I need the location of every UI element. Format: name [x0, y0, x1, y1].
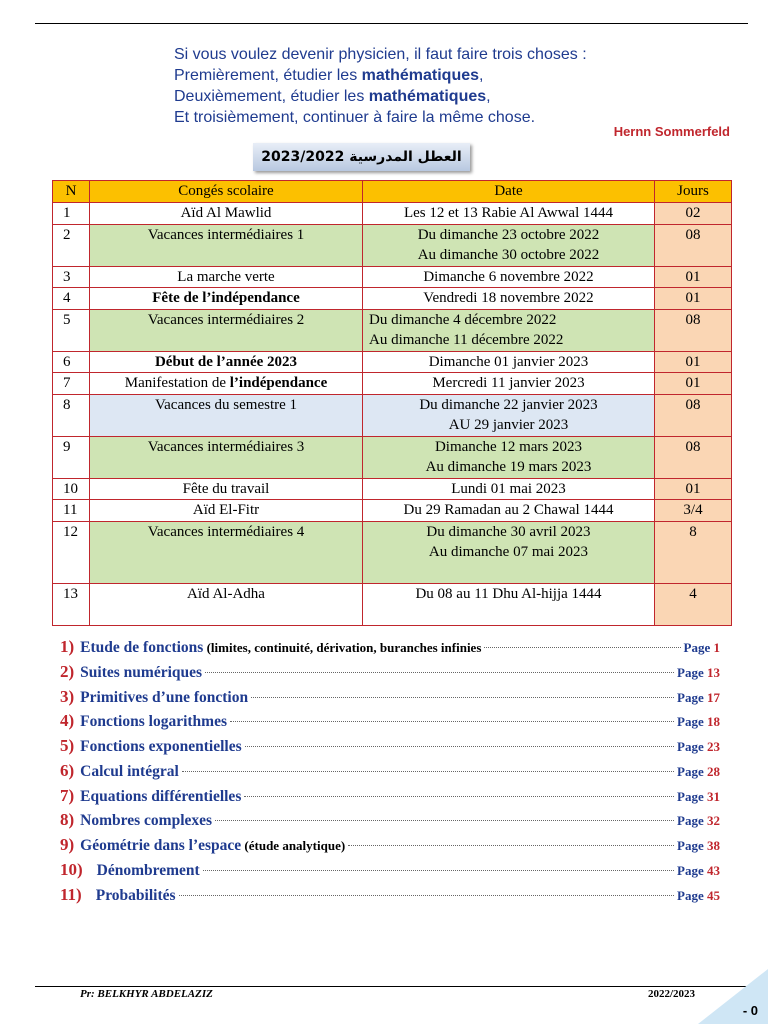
table-row [53, 224, 732, 266]
row-jours: 08 [655, 436, 732, 478]
toc-item[interactable] [60, 761, 720, 783]
toc-page-label: Page [677, 888, 707, 903]
row-date [363, 266, 655, 288]
toc-page [677, 764, 720, 780]
table-row [53, 203, 732, 225]
toc-page-label: Page [683, 640, 714, 655]
table-row [53, 309, 732, 351]
toc-page [677, 813, 720, 829]
toc-leader [203, 870, 674, 871]
row-date [363, 500, 655, 522]
toc-page-label: Page [677, 863, 707, 878]
date-line: Mercredi 11 janvier 2023 [432, 375, 585, 391]
toc-page [684, 640, 720, 656]
quote-author: Hernn Sommerfeld [613, 124, 730, 139]
toc-title-text: Suites numériques [80, 664, 203, 681]
toc-item[interactable] [60, 860, 720, 882]
row-number: 10 [53, 478, 90, 500]
date-line: Au dimanche 07 mai 2023 [428, 544, 589, 560]
toc-page-label: Page [677, 665, 707, 680]
date-line: Du dimanche 23 octobre 2022 [417, 226, 600, 243]
toc-page-number: 38 [707, 838, 720, 853]
toc-item[interactable] [60, 711, 720, 733]
row-name: Début de l’année 2023 [90, 351, 363, 373]
row-jours: 4 [655, 583, 732, 625]
row-name: Vacances du semestre 1 [90, 394, 363, 436]
table-row [53, 373, 732, 395]
toc-number: 2) [60, 662, 75, 681]
toc-leader [205, 672, 674, 673]
toc-page [677, 838, 720, 854]
row-number: 4 [53, 288, 90, 310]
toc-title-text: Géométrie dans l’espace [80, 837, 242, 854]
table-row [53, 351, 732, 373]
toc-item[interactable] [60, 786, 720, 808]
header-n: N [53, 181, 90, 203]
toc-title [97, 862, 200, 880]
toc-title-text: Fonctions logarithmes [80, 713, 227, 730]
toc-title-extra: (limites, continuité, dérivation, buranches infinies [203, 640, 482, 655]
date-line: Vendredi 18 novembre 2022 [423, 290, 594, 306]
table-row [53, 288, 732, 310]
toc-leader [182, 771, 674, 772]
quote-text: , [486, 88, 491, 105]
row-jours: 01 [655, 266, 732, 288]
toc-page-number: 32 [707, 813, 720, 828]
date-line: Au dimanche 19 mars 2023 [425, 459, 592, 475]
header-jours: Jours [655, 181, 732, 203]
row-date [363, 373, 655, 395]
toc-page-number: 23 [707, 739, 720, 754]
toc-number: 4) [60, 711, 75, 730]
row-jours: 01 [655, 478, 732, 500]
row-number: 7 [53, 373, 90, 395]
toc-page-number: 18 [707, 714, 720, 729]
row-name: Vacances intermédiaires 4 [90, 521, 363, 583]
toc-page [677, 888, 720, 904]
table-row [53, 266, 732, 288]
toc-title-text: Calcul intégral [80, 763, 179, 780]
row-name: Aïd Al-Adha [90, 583, 363, 625]
row-date [363, 394, 655, 436]
row-date [363, 583, 655, 625]
table-row [53, 500, 732, 522]
date-line: AU 29 janvier 2023 [448, 417, 569, 433]
row-name: Vacances intermédiaires 2 [90, 309, 363, 351]
table-row [53, 394, 732, 436]
toc-page-number: 13 [707, 665, 720, 680]
header-date: Date [363, 181, 655, 203]
toc-page-label: Page [677, 714, 707, 729]
toc-page-number: 45 [707, 888, 720, 903]
date-line: Les 12 et 13 Rabie Al Awwal 1444 [403, 205, 613, 221]
toc-leader [484, 647, 680, 648]
row-number: 13 [53, 583, 90, 625]
date-line: Du 29 Ramadan au 2 Chawal 1444 [403, 502, 614, 518]
table-row [53, 521, 732, 583]
date-line: Dimanche 12 mars 2023 [434, 438, 583, 455]
row-number: 9 [53, 436, 90, 478]
row-number: 6 [53, 351, 90, 373]
toc-page-label: Page [677, 739, 707, 754]
toc-title-text: Dénombrement [96, 862, 200, 879]
toc-page-number: 1 [713, 640, 720, 655]
toc-number: 10) [60, 860, 83, 879]
toc-page-label: Page [677, 764, 707, 779]
toc-item[interactable] [60, 662, 720, 684]
table-row [53, 436, 732, 478]
header-conges: Congés scolaire [90, 181, 363, 203]
row-date [363, 436, 655, 478]
table-row [53, 478, 732, 500]
row-jours: 08 [655, 394, 732, 436]
toc-number: 5) [60, 736, 75, 755]
row-name: Vacances intermédiaires 3 [90, 436, 363, 478]
toc-number: 3) [60, 687, 75, 706]
toc-item[interactable] [60, 637, 720, 659]
toc-title [80, 713, 227, 731]
row-number: 12 [53, 521, 90, 583]
row-number: 2 [53, 224, 90, 266]
toc-page [677, 863, 720, 879]
row-jours: 01 [655, 288, 732, 310]
toc-title-text: Probabilités [95, 887, 176, 904]
page-number: - 0 [742, 1003, 758, 1018]
row-name: Fête de l’indépendance [90, 288, 363, 310]
toc-page-label: Page [677, 813, 707, 828]
quote-emphasis: mathématiques [361, 67, 480, 84]
toc-title [80, 812, 212, 830]
toc-number: 11) [60, 885, 82, 904]
toc-page-label: Page [677, 690, 707, 705]
row-name: La marche verte [90, 266, 363, 288]
toc-item[interactable] [60, 810, 720, 832]
row-name: Fête du travail [90, 478, 363, 500]
quote-block [174, 44, 587, 128]
toc-leader [251, 697, 674, 698]
holidays-table [52, 180, 732, 626]
row-number: 11 [53, 500, 90, 522]
toc-leader [245, 746, 674, 747]
quote-line-4: Et troisièmement, continuer à faire la même chose. [174, 109, 536, 126]
toc-number: 7) [60, 786, 75, 805]
toc-page-number: 17 [707, 690, 720, 705]
toc-item[interactable] [60, 885, 720, 907]
toc-leader [348, 845, 674, 846]
toc-title [80, 664, 202, 682]
date-line: Du dimanche 22 janvier 2023 [419, 396, 598, 413]
toc-title-text: Fonctions exponentielles [80, 738, 242, 755]
row-date [363, 203, 655, 225]
date-line: Au dimanche 30 octobre 2022 [417, 247, 600, 263]
toc-title [80, 639, 481, 657]
date-line: Du 08 au 11 Dhu Al-hijja 1444 [415, 585, 602, 602]
quote-text: Deuxièmement, étudier les [174, 88, 369, 105]
toc-page [677, 714, 720, 730]
row-jours: 8 [655, 521, 732, 583]
quote-emphasis: mathématiques [368, 88, 487, 105]
toc-item[interactable] [60, 687, 720, 709]
footer-year: 2022/2023 [648, 988, 696, 1000]
toc-item[interactable] [60, 736, 720, 758]
toc-page [677, 665, 720, 681]
row-number: 5 [53, 309, 90, 351]
toc-item[interactable] [60, 835, 720, 857]
row-jours: 01 [655, 351, 732, 373]
toc-title [80, 837, 345, 855]
row-date [363, 309, 655, 351]
date-line: Dimanche 6 novembre 2022 [423, 268, 594, 285]
toc-leader [179, 895, 674, 896]
row-name: Aïd Al Mawlid [90, 203, 363, 225]
toc-title [80, 763, 179, 781]
row-date [363, 478, 655, 500]
row-number: 8 [53, 394, 90, 436]
row-number: 1 [53, 203, 90, 225]
row-jours: 02 [655, 203, 732, 225]
row-date [363, 224, 655, 266]
toc-title-text: Primitives d’une fonction [80, 689, 249, 706]
quote-line-2 [174, 65, 587, 86]
toc-title [80, 788, 241, 806]
toc-page-label: Page [677, 789, 707, 804]
toc-page-label: Page [677, 838, 707, 853]
date-line: Dimanche 01 janvier 2023 [428, 353, 589, 370]
toc-title-text: Etude de fonctions [80, 639, 204, 656]
toc-page [677, 739, 720, 755]
holidays-title: العطل المدرسية 2023/2022 [253, 143, 470, 171]
quote-line-1: Si vous voulez devenir physicien, il faut faire trois choses : [174, 46, 587, 63]
footer-author: Pr: BELKHYR ABDELAZIZ [80, 988, 213, 1000]
toc-title-text: Nombres complexes [80, 812, 213, 829]
toc-page [677, 789, 720, 805]
row-name [90, 373, 363, 395]
toc-title [80, 689, 248, 707]
toc-leader [244, 796, 674, 797]
toc-page-number: 43 [707, 863, 720, 878]
table-header-row [53, 181, 732, 203]
row-date [363, 288, 655, 310]
toc-title [80, 738, 241, 756]
toc-number: 6) [60, 761, 75, 780]
quote-line-3 [174, 86, 587, 107]
toc-leader [215, 820, 674, 821]
table-row [53, 583, 732, 625]
toc-page-number: 28 [707, 764, 720, 779]
row-jours: 01 [655, 373, 732, 395]
toc-number: 9) [60, 835, 75, 854]
toc-leader [230, 721, 674, 722]
row-jours: 08 [655, 224, 732, 266]
quote-text: Premièrement, étudier les [174, 67, 362, 84]
row-name-part: Manifestation de [124, 375, 230, 391]
date-line: Lundi 01 mai 2023 [451, 480, 566, 497]
row-date [363, 351, 655, 373]
toc-title-text: Equations différentielles [80, 788, 242, 805]
row-jours: 08 [655, 309, 732, 351]
quote-text: , [479, 67, 484, 84]
toc-page-number: 31 [707, 789, 720, 804]
toc-number: 1) [60, 637, 75, 656]
date-line: Du dimanche 4 décembre 2022 [369, 311, 557, 328]
toc-number: 8) [60, 810, 75, 829]
toc-title-extra: (étude analytique) [241, 838, 346, 853]
row-date [363, 521, 655, 583]
footer-rule [35, 986, 748, 987]
top-rule [35, 23, 748, 24]
date-line: Au dimanche 11 décembre 2022 [369, 332, 564, 348]
row-name: Vacances intermédiaires 1 [90, 224, 363, 266]
row-name-emphasis: l’indépendance [229, 375, 328, 391]
row-name: Aïd El-Fitr [90, 500, 363, 522]
toc-page [677, 690, 720, 706]
date-line: Du dimanche 30 avril 2023 [426, 523, 591, 540]
row-jours: 3/4 [655, 500, 732, 522]
row-number: 3 [53, 266, 90, 288]
toc-title [96, 887, 176, 905]
